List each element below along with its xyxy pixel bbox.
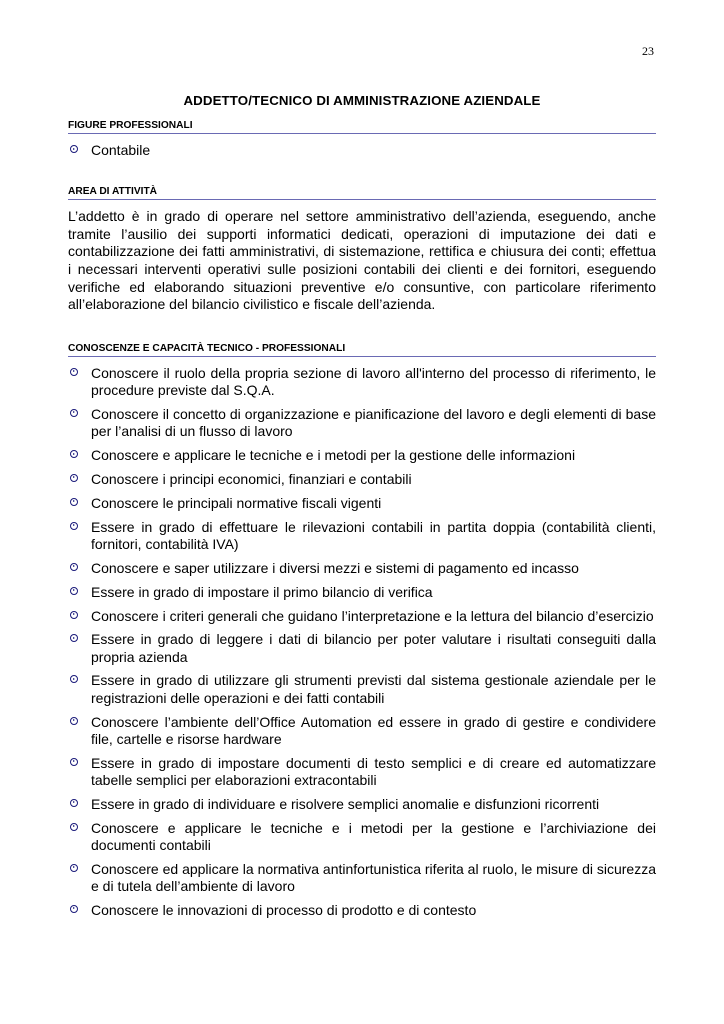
list-item — [68, 495, 656, 512]
circled-arrow-right-icon — [70, 450, 78, 458]
figure-list — [68, 142, 656, 159]
list-item — [68, 861, 656, 895]
circled-arrow-right-icon — [70, 717, 78, 725]
list-item-text: Essere in grado di utilizzare gli strumenti previsti dal sistema gestionale aziendale per le registrazioni delle operazioni e dei fatti contabili — [91, 672, 656, 706]
circled-arrow-right-icon — [70, 675, 78, 683]
circled-arrow-right-icon — [70, 522, 78, 530]
circled-arrow-right-icon — [70, 563, 78, 571]
list-item-text: Conoscere le innovazioni di processo di prodotto e di contesto — [91, 901, 477, 918]
list-item — [68, 796, 656, 813]
list-item-text: Contabile — [91, 142, 151, 158]
list-item-text: Essere in grado di impostare documenti di testo semplici e di creare ed automatizzare tabelle semplici per elaborazioni extracontabili — [91, 754, 656, 788]
circled-arrow-right-icon — [70, 474, 78, 482]
circled-arrow-right-icon — [70, 799, 78, 807]
list-item — [68, 471, 656, 488]
circled-arrow-right-icon — [70, 368, 78, 376]
list-item — [68, 902, 656, 919]
circled-arrow-right-icon — [70, 905, 78, 913]
list-item — [68, 447, 656, 464]
area-paragraph: L’addetto è in grado di operare nel settore amministrativo dell’azienda, eseguendo, anche tramite l’ausilio dei supporti informatici dedicati, operazioni di imputazione dei dati e contabilizzazione dei fatti amministrativi, di sistemazione, rettifica e chiusura dei conti; effettua i necessari interventi operativi sulle posizioni contabili dei clienti e dei fornitori, eseguendo verifiche ed elaborando situazioni preventive e/o consuntive, con particolare riferimento all’elaborazione del bilancio civilistico e fiscale dell’azienda. — [68, 208, 656, 313]
circled-arrow-right-icon — [70, 611, 78, 619]
list-item — [68, 365, 656, 399]
list-item — [68, 560, 656, 577]
list-item-text: Conoscere e applicare le tecniche e i metodi per la gestione delle informazioni — [91, 446, 576, 463]
section-heading-conoscenze: CONOSCENZE E CAPACITÀ TECNICO - PROFESSIONALI — [68, 343, 656, 357]
conoscenze-list — [68, 365, 656, 919]
circled-arrow-right-icon — [70, 587, 78, 595]
list-item-text: Conoscere i principi economici, finanziari e contabili — [91, 470, 412, 487]
list-item — [68, 406, 656, 440]
list-item-text: Essere in grado di impostare il primo bilancio di verifica — [91, 583, 433, 600]
list-item-text: Conoscere e saper utilizzare i diversi mezzi e sistemi di pagamento ed incasso — [91, 559, 579, 576]
circled-arrow-right-icon — [70, 758, 78, 766]
list-item-text: Conoscere i criteri generali che guidano l’interpretazione e la lettura del bilancio d’esercizio — [91, 607, 654, 624]
list-item — [68, 631, 656, 665]
page-number: 23 — [642, 44, 654, 58]
list-item — [68, 672, 656, 706]
list-item — [68, 714, 656, 748]
list-item-text: Conoscere l’ambiente dell’Office Automation ed essere in grado di gestire e condividere file, cartelle e risorse hardware — [91, 713, 656, 747]
list-item — [68, 755, 656, 789]
list-item-text: Essere in grado di leggere i dati di bilancio per poter valutare i risultati conseguiti dalla propria azienda — [91, 631, 656, 665]
list-item — [68, 584, 656, 601]
list-item-text: Conoscere e applicare le tecniche e i metodi per la gestione e l’archiviazione dei documenti contabili — [91, 819, 656, 853]
circled-arrow-right-icon — [70, 864, 78, 872]
circled-arrow-right-icon — [70, 409, 78, 417]
list-item-text: Conoscere il ruolo della propria sezione di lavoro all'interno del processo di riferimento, le procedure previste dal S.Q.A. — [91, 364, 656, 398]
list-item — [68, 608, 656, 625]
list-item-text: Essere in grado di individuare e risolvere semplici anomalie e disfunzioni ricorrenti — [91, 795, 600, 812]
circled-arrow-right-icon — [70, 823, 78, 831]
page-title: ADDETTO/TECNICO DI AMMINISTRAZIONE AZIENDALE — [183, 93, 541, 108]
list-item — [68, 519, 656, 553]
circled-arrow-right-icon — [70, 634, 78, 642]
circled-arrow-right-icon — [70, 498, 78, 506]
list-item-text: Conoscere le principali normative fiscali vigenti — [91, 494, 382, 511]
section-heading-figure: FIGURE PROFESSIONALI — [68, 120, 656, 134]
list-item-text: Conoscere il concetto di organizzazione e pianificazione del lavoro e degli elementi di base per l’analisi di un flusso di lavoro — [91, 405, 656, 440]
document-body — [68, 93, 656, 926]
list-item-text: Conoscere ed applicare la normativa antinfortunistica riferita al ruolo, le misure di sicurezza e di tutela dell’ambiente di lavoro — [91, 860, 656, 894]
circled-arrow-right-icon — [70, 145, 78, 153]
list-item — [68, 820, 656, 854]
list-item-text: Essere in grado di effettuare le rilevazioni contabili in partita doppia (contabilità clienti, fornitori, contabilità IVA) — [91, 518, 656, 552]
list-item — [68, 142, 656, 159]
section-heading-area: AREA DI ATTIVITÀ — [68, 186, 656, 200]
